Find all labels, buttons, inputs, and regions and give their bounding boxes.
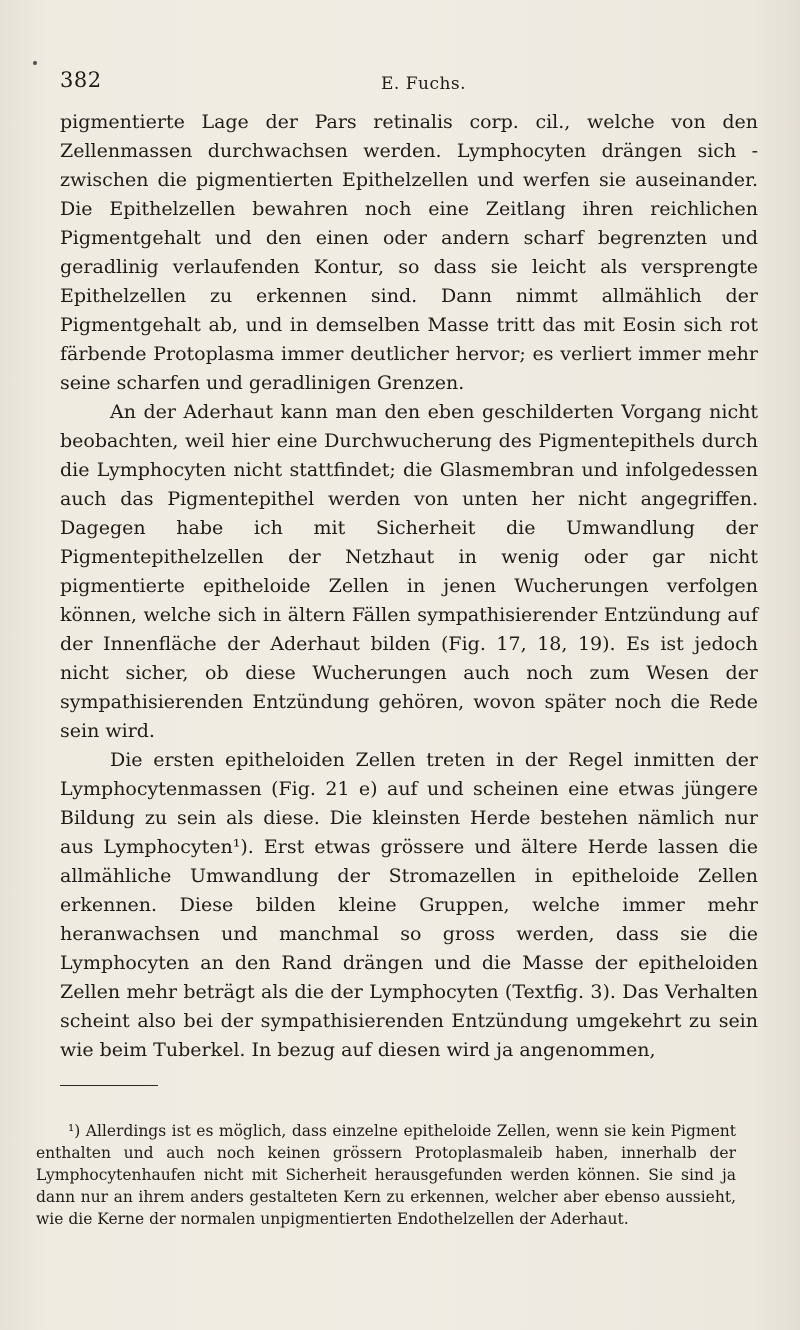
main-text — [60, 108, 758, 1065]
footnote: ¹) Allerdings ist es möglich, dass einzelne epitheloide Zellen, wenn sie kein Pigment enthalten und auch noch keinen grössern Protoplasmaleib haben, innerhalb der Lymphocytenhaufen nicht mit Sicherheit herausgefunden werden können. Sie sind ja dann nur an ihrem anders gestalteten Kern zu erkennen, welcher aber ebenso aussieht, wie die Kerne der normalen unpigmentierten Endothelzellen der Aderhaut. — [36, 1122, 736, 1228]
page-number: 382 — [60, 68, 102, 92]
running-head-author: E. Fuchs. — [381, 74, 467, 94]
page-header — [60, 68, 750, 98]
paragraph-1: pigmentierte Lage der Pars retinalis corp. cil., welche von den Zellenmassen durchwachsen werden. Lymphocyten drängen sich - zwischen die pigmentierten Epithelzellen und werfen sie auseinander. Die Epithelzellen bewahren noch eine Zeitlang ihren reichlichen Pigmentgehalt und den einen oder andern scharf begrenzten und geradlinig verlaufenden Kontur, so dass sie leicht als versprengte Epithelzellen zu erkennen sind. Dann nimmt allmählich der Pigmentgehalt ab, und in demselben Masse tritt das mit Eosin sich rot färbende Protoplasma immer deutlicher hervor; es verliert immer mehr seine scharfen und geradlinigen Grenzen. — [60, 111, 758, 394]
footnote-divider — [60, 1085, 158, 1086]
paragraph-3: Die ersten epitheloiden Zellen treten in der Regel inmitten der Lymphocytenmassen (Fig. 21 e) auf und scheinen eine etwas jüngere Bildung zu sein als diese. Die kleinsten Herde bestehen nämlich nur aus Lymphocyten¹). Erst etwas grössere und ältere Herde lassen die allmähliche Umwandlung der Stromazellen in epitheloide Zellen erkennen. Diese bilden kleine Gruppen, welche immer mehr heranwachsen und manchmal so gross werden, dass sie die Lymphocyten an den Rand drängen und die Masse der epitheloiden Zellen mehr beträgt als die der Lymphocyten (Textfig. 3). Das Verhalten scheint also bei der sympathisierenden Entzündung umgekehrt zu sein wie beim Tuberkel. In bezug auf diesen wird ja angenommen, — [60, 749, 758, 1061]
ink-speck — [33, 61, 37, 65]
paragraph-2: An der Aderhaut kann man den eben geschilderten Vorgang nicht beobachten, weil hier eine Durchwucherung des Pigmentepithels durch die Lymphocyten nicht stattfindet; die Glasmembran und infolgedessen auch das Pigmentepithel werden von unten her nicht angegriffen. Dagegen habe ich mit Sicherheit die Umwandlung der Pigmentepithelzellen der Netzhaut in wenig oder gar nicht pigmentierte epitheloide Zellen in jenen Wucherungen verfolgen können, welche sich in ältern Fällen sympathisierender Entzündung auf der Innenfläche der Aderhaut bilden (Fig. 17, 18, 19). Es ist jedoch nicht sicher, ob diese Wucherungen auch noch zum Wesen der sympathisierenden Entzündung gehören, wovon später noch die Rede sein wird. — [60, 401, 758, 742]
